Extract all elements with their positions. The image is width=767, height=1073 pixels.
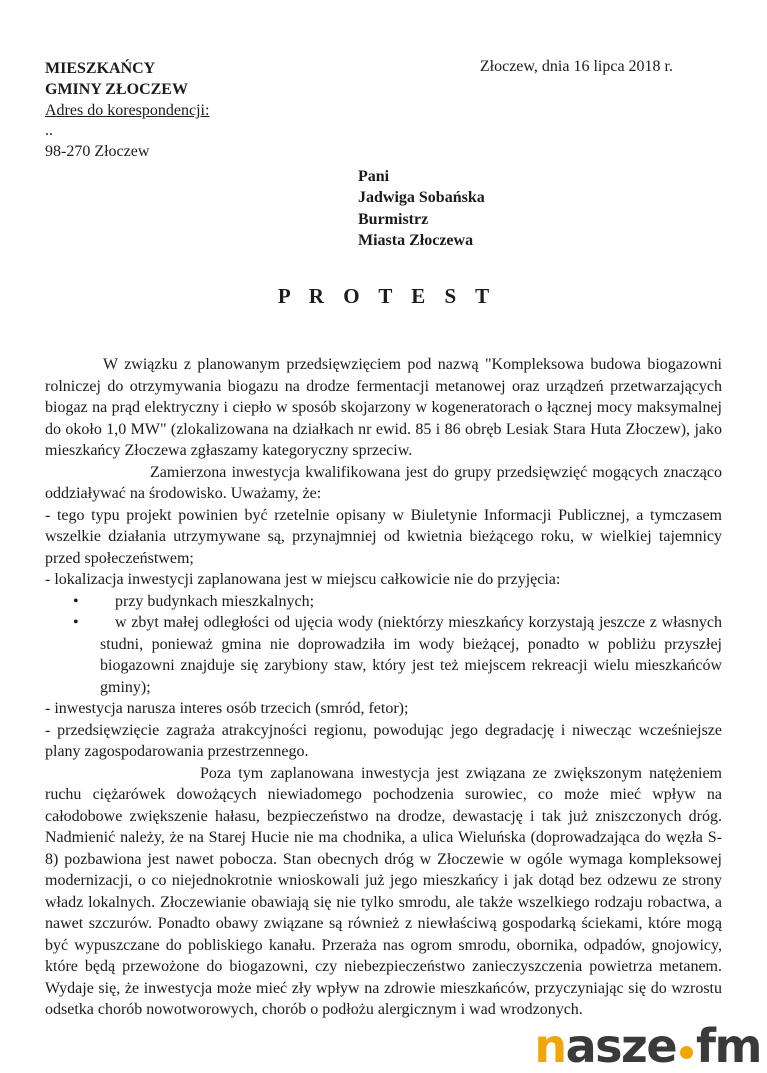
- logo-text-fm: fm: [696, 1019, 761, 1073]
- recipient-block: [358, 166, 722, 251]
- sender-name-line1: MIESZKAŃCY: [45, 60, 156, 77]
- sender-name-line2: GMINY ZŁOCZEW: [45, 81, 188, 98]
- sender-block: [45, 58, 209, 162]
- location-bullet-list: [45, 591, 722, 699]
- dash-item-public-information: - tego typu projekt powinien być rzetelnie opisany w Biuletynie Informacji Publicznej, a tymczasem wszelkie działania utrzymywane są, przynajmniej od kwietnia bieżącego roku, w wielkiej tajemnicy przed społeczeństwem;: [45, 506, 722, 567]
- letter-header: [45, 58, 722, 162]
- recipient-name: Jadwiga Sobańska: [358, 189, 485, 207]
- logo-text-asze: asze: [565, 1019, 677, 1073]
- recipient-position: Burmistrz: [358, 210, 429, 228]
- letter-title: P R O T E S T: [277, 284, 497, 309]
- paragraph-qualification: Zamierzona inwestycja kwalifikowana jest do grupy przedsięwzięć mogących znacząco oddziaływać na środowisko. Uważamy, że:: [45, 463, 722, 503]
- letter-body: [45, 354, 722, 1021]
- nasze-fm-logo: [534, 1019, 761, 1073]
- dash-item-third-parties: - inwestycja narusza interes osób trzecich (smród, fetor);: [45, 700, 409, 718]
- logo-letter-n: n: [534, 1019, 566, 1073]
- logo-dot-icon: [680, 1046, 693, 1059]
- letter-page: [45, 58, 722, 1021]
- recipient-salutation: Pani: [358, 168, 390, 185]
- bullet-item-residential: • przy budynkach mieszkalnych;: [45, 591, 722, 613]
- sender-address-label: Adres do korespondencji:: [45, 102, 210, 119]
- paragraph-intro: W związku z planowanym przedsięwzięciem pod nazwą "Kompleksowa budowa biogazowni rolniczej do otrzymywania biogazu na drodze fermentacji metanowej oraz urządzeń przetwarzających biogaz na prąd elektryczny i ciepło w sposób skojarzony w kogeneratorach o łącznej mocy maksymalnej do około 1,0 MW" (zlokalizowana na działkach nr ewid. 85 i 86 obręb Lesiak Stara Huta Złoczew), jako mieszkańcy Złoczewa zgłaszamy kategoryczny sprzeciw.: [45, 356, 722, 460]
- bullet-item-water-intake: • w zbyt małej odległości od ujęcia wody (niektórzy mieszkańcy korzystają jeszcze z własnych studni, ponieważ gmina nie doprowadziła im wody bieżącej, ponadto w pobliżu przyszłej biogazowni znajduje się zarybiony staw, który jest też miejscem rekreacji wielu mieszkańców gminy);: [45, 612, 722, 698]
- sender-address-city: 98-270 Złoczew: [45, 143, 150, 160]
- paragraph-traffic-health: Poza tym zaplanowana inwestycja jest związana ze zwiększonym natężeniem ruchu ciężarówek dowożących niewiadomego pochodzenia surowiec, co może mieć wpływ na całodobowe zwiększenie hałasu, bezpieczeństwo na drodze, dewastację i tak już zniszczonych dróg. Nadmienić należy, że na Starej Hucie nie ma chodnika, a ulica Wieluńska (doprowadzająca do węzła S-8) pozbawiona jest nawet pobocza. Stan obecnych dróg w Złoczewie w ogóle wymaga kompleksowej modernizacji, o co niejednokrotnie wnioskowali już jego mieszkańcy i jak dotąd bez odzewu ze strony władz lokalnych. Złoczewianie obawiają się nie tylko smrodu, ale także wszelkiego rodzaju robactwa, a nawet szczurów. Ponadto obawy związane są również z niewłaściwą gospodarką ściekami, które mogą być wypuszczane do pobliskiego kanału. Przeraża nas ogrom smrodu, obornika, odpadów, gnojowicy, które będą przewożone do biogazowni, czy niebezpieczeństwo zanieczyszczenia powietrza metanem. Wydaje się, że inwestycja może mieć zły wpływ na zdrowie mieszkańców, przyczyniając się do wzrostu odsetka chorób nowotworowych, chorób o podłożu alergicznym i wad wrodzonych.: [45, 764, 722, 1019]
- dash-item-location: - lokalizacja inwestycji zaplanowana jest w miejscu całkowicie nie do przyjęcia:: [45, 571, 561, 589]
- dash-item-region-attractiveness: - przedsięwzięcie zagraża atrakcyjności regionu, powodując jego degradację i niwecząc wcześniejsze plany zagospodarowania przestrzennego.: [45, 721, 722, 761]
- sender-address-redacted: ..: [45, 122, 53, 139]
- recipient-office: Miasta Złoczewa: [358, 231, 474, 249]
- letter-date: Złoczew, dnia 16 lipca 2018 r.: [479, 58, 673, 75]
